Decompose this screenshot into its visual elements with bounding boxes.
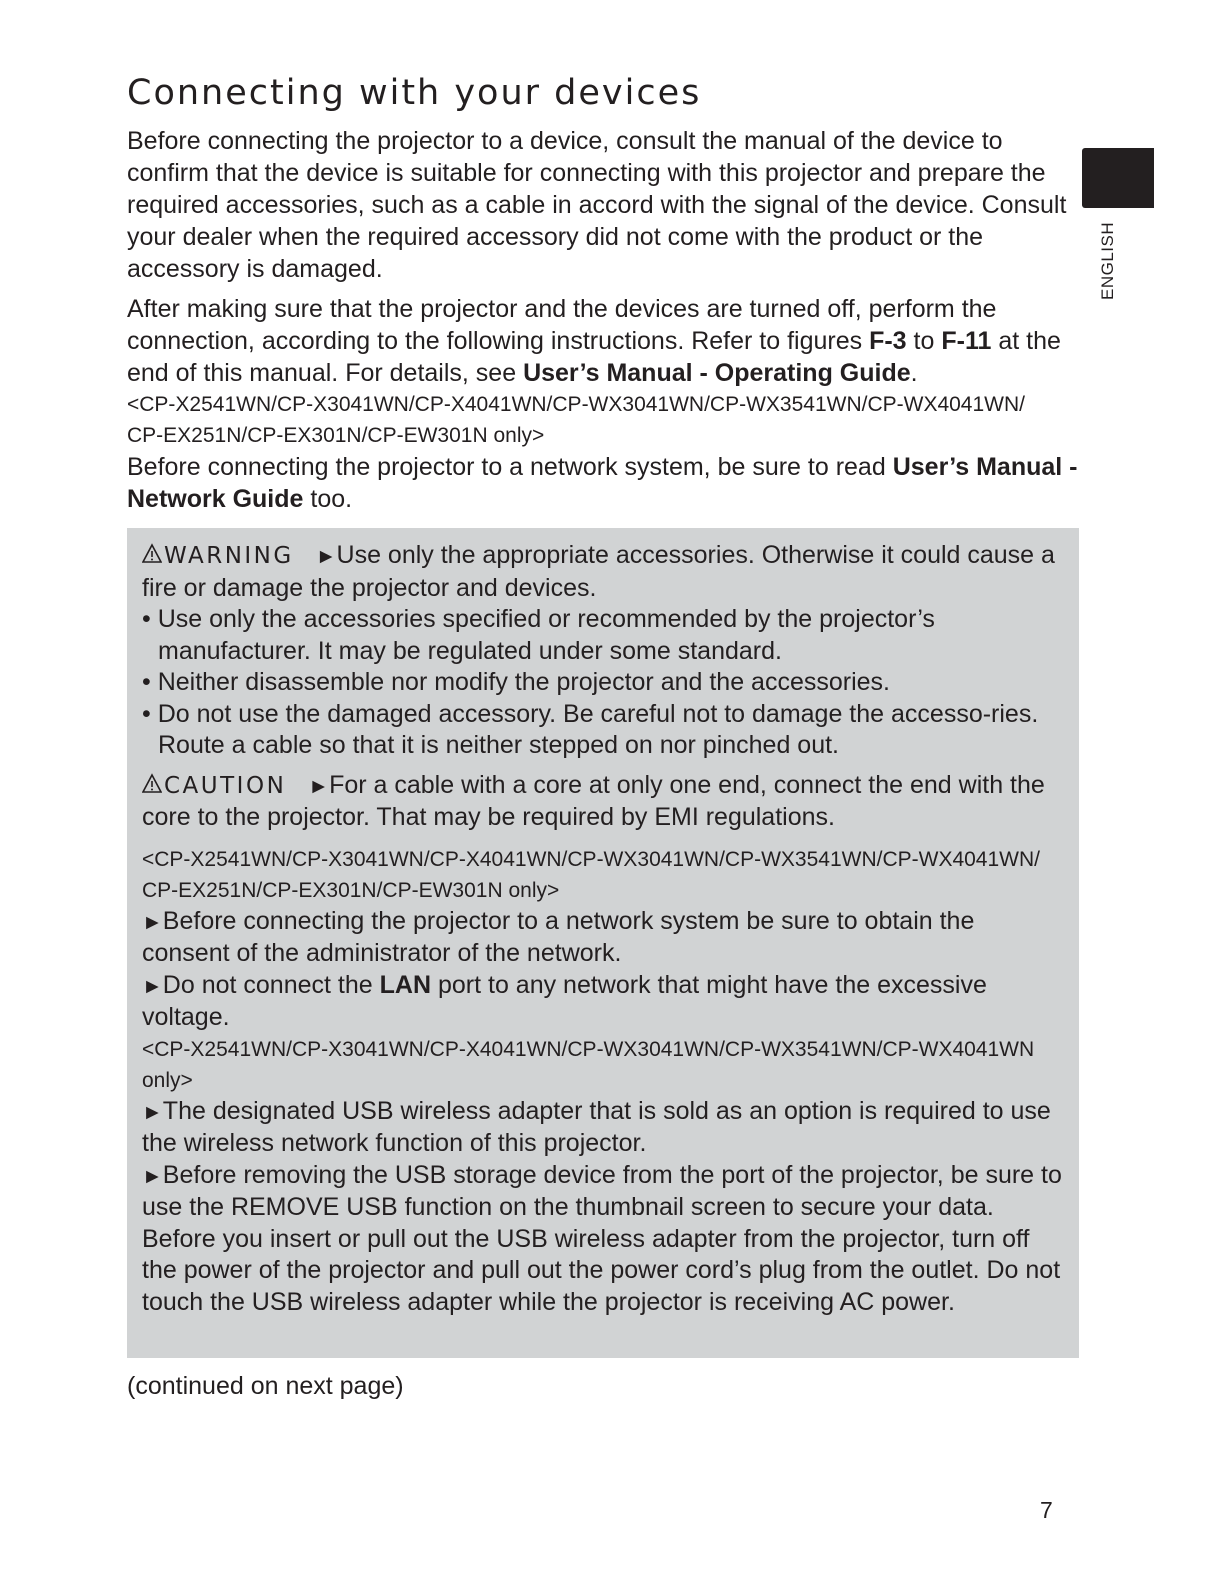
arrow-icon: ► bbox=[308, 774, 330, 798]
model-list-line: <CP-X2541WN/CP-X3041WN/CP-X4041WN/CP-WX3041WN/CP-WX3541WN/CP-WX4041WN/ bbox=[142, 847, 1040, 871]
arrow-icon: ► bbox=[142, 1100, 163, 1124]
intro-section bbox=[127, 125, 1087, 515]
warning-paragraph bbox=[142, 540, 1064, 604]
model-list-line: <CP-X2541WN/CP-X3041WN/CP-X4041WN/CP-WX3041WN/CP-WX3541WN/CP-WX4041WN/ bbox=[127, 393, 1025, 416]
network-text: Before connecting the projector to a network system, be sure to read bbox=[127, 453, 886, 481]
network-text-end: too. bbox=[310, 485, 353, 513]
network-paragraph bbox=[127, 451, 1087, 515]
warning-bullet: • Neither disassemble nor modify the projector and the accessories. bbox=[142, 668, 890, 696]
warning-bullet: • Use only the accessories specified or recommended by the projector’s manufacturer. It may be regulated under some standard. bbox=[142, 605, 935, 665]
arrow-icon: ► bbox=[142, 910, 163, 934]
arrow-icon: ► bbox=[142, 974, 163, 998]
intro-paragraph: Before connecting the projector to a device, consult the manual of the device to confirm that the device is suitable for connecting with this projector and prepare the required accessories, such as a cable in accord with the signal of the device. Consult your dealer when the required accessory did not come with the product or the accessory is damaged. bbox=[127, 127, 1067, 283]
page-number: 7 bbox=[1040, 1497, 1053, 1523]
note-text: The designated USB wireless adapter that is sold as an option is required to use the wireless network function of this projector. bbox=[142, 1096, 1051, 1157]
model-list-line: CP-EX251N/CP-EX301N/CP-EW301N only> bbox=[127, 424, 545, 447]
warning-text: Use only the appropriate accessories. Otherwise it could cause a fire or damage the projector and devices. bbox=[142, 541, 1055, 602]
caution-text: For a cable with a core at only one end, connect the end with the core to the projector. That may be required by EMI regulations. bbox=[142, 770, 1045, 831]
wireless-adapter-note bbox=[142, 1096, 1064, 1160]
connection-paragraph bbox=[127, 293, 1087, 389]
note-text: Before removing the USB storage device from the port of the projector, be sure to use the REMOVE USB function on the thumbnail screen to secure your data. Before you insert or pull out the USB wireless adapter from the projector, turn off the power of the projector and pull out the power cord’s plug from the outlet. Do not touch the USB wireless adapter while the projector is receiving AC power. bbox=[142, 1160, 1062, 1316]
note-text: Do not connect the bbox=[162, 970, 373, 999]
safety-notice-box bbox=[127, 528, 1079, 1358]
connection-to: to bbox=[913, 327, 935, 355]
caution-paragraph bbox=[142, 770, 1064, 834]
note-text: port to any network that might have the excessive voltage. bbox=[142, 970, 987, 1031]
arrow-icon: ► bbox=[142, 1164, 163, 1188]
continued-note: (continued on next page) bbox=[127, 1372, 404, 1400]
caution-icon bbox=[142, 773, 162, 795]
language-tab-label: ENGLISH bbox=[1098, 221, 1117, 300]
warning-bullet: • Do not use the damaged accessory. Be careful not to damage the accesso-ries. Route a cable so that it is neither stepped on nor pinched out. bbox=[142, 699, 1039, 759]
note-text: Before connecting the projector to a network system be sure to obtain the consent of the administrator of the network. bbox=[142, 906, 975, 967]
caution-label: CAUTION bbox=[164, 772, 287, 799]
warning-label: WARNING bbox=[164, 543, 294, 569]
language-tab bbox=[1082, 148, 1154, 208]
page-title: Connecting with your devices bbox=[127, 73, 702, 113]
operating-guide-ref: User’s Manual - Operating Guide bbox=[523, 359, 911, 387]
arrow-icon: ► bbox=[315, 545, 337, 568]
lan-voltage-note bbox=[142, 970, 1064, 1034]
connection-text: After making sure that the projector and the devices are turned off, perform the connection, according to the following instructions. Refer to figures bbox=[127, 295, 997, 355]
network-admin-note bbox=[142, 906, 1064, 970]
model-list-line: CP-EX251N/CP-EX301N/CP-EW301N only> bbox=[142, 878, 560, 902]
usb-removal-note bbox=[142, 1160, 1064, 1319]
figure-ref-end: F-11 bbox=[941, 327, 992, 355]
model-list-line: <CP-X2541WN/CP-X3041WN/CP-X4041WN/CP-WX3041WN/CP-WX3541WN/CP-WX4041WN only> bbox=[142, 1037, 1035, 1092]
lan-port-label: LAN bbox=[379, 970, 432, 999]
connection-text-2: at the end of this manual. For details, see bbox=[127, 327, 1061, 387]
figure-ref-start: F-3 bbox=[869, 327, 907, 355]
warning-icon bbox=[142, 543, 162, 565]
network-guide-ref: User’s Manual - Network Guide bbox=[127, 453, 1078, 513]
period: . bbox=[910, 359, 918, 387]
